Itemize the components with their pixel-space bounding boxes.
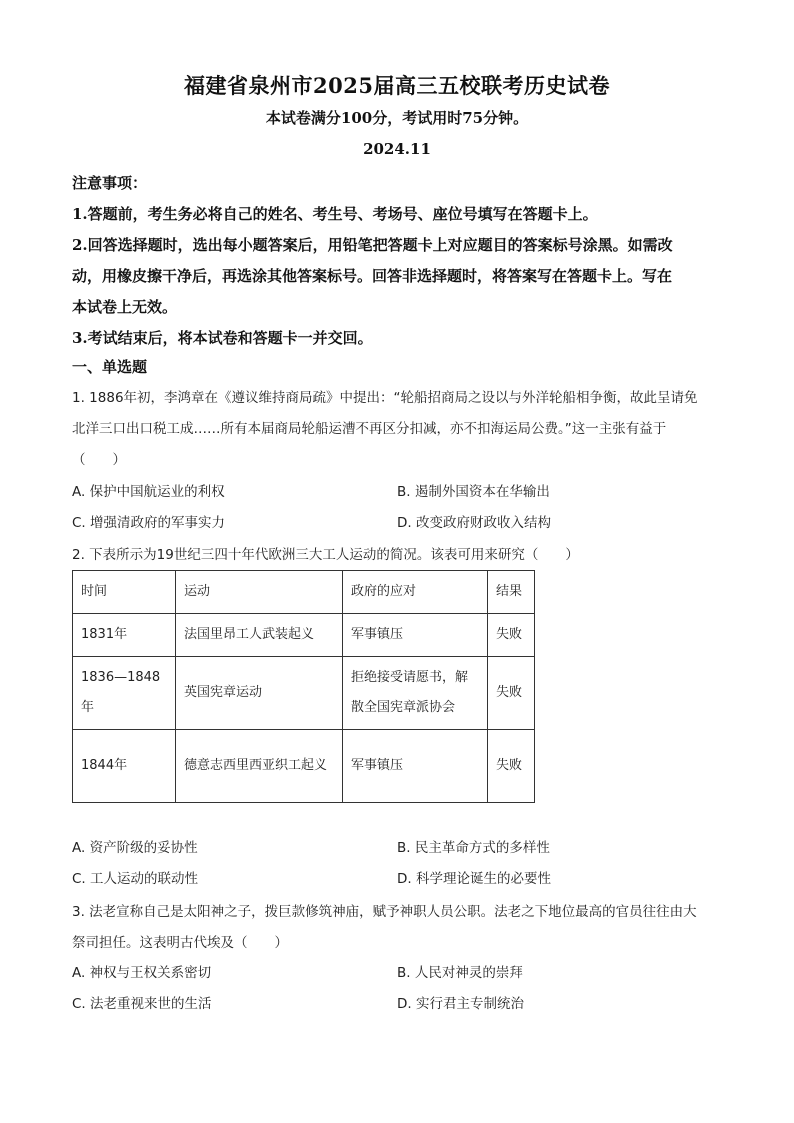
question-line: 3. 法老宣称自己是太阳神之子，拨巨款修筑神庙，赋予神职人员公职。法老之下地位最高的官员往往由大	[72, 904, 697, 920]
table-header-cell: 时间	[73, 571, 176, 614]
table-cell: 法国里昂工人武装起义	[176, 614, 343, 657]
table-header-cell: 结果	[488, 571, 535, 614]
table-cell: 失败	[488, 657, 535, 730]
notice-item: 本试卷上无效。	[72, 298, 178, 316]
notice-item: 1.答题前，考生务必将自己的姓名、考生号、考场号、座位号填写在答题卡上。	[72, 205, 598, 223]
table-cell: 军事镇压	[343, 730, 488, 803]
option-d: D. 实行君主专制统治	[397, 996, 524, 1012]
table-row	[73, 614, 535, 657]
option-c: C. 工人运动的联动性	[72, 871, 199, 887]
option-d: D. 科学理论诞生的必要性	[397, 871, 551, 887]
question-line: 1. 1886年初，李鸿章在《遵议维持商局疏》中提出：“轮船招商局之设以与外洋轮船相争衡，故此呈请免	[72, 390, 698, 406]
question-1-options	[72, 477, 724, 539]
table-cell: 失败	[488, 614, 535, 657]
table-cell: 英国宪章运动	[176, 657, 343, 730]
table-cell: 1831年	[73, 614, 176, 657]
section-heading: 一、单选题	[72, 358, 148, 376]
exam-date: 2024.11	[363, 140, 431, 158]
notice-item: 3.考试结束后，将本试卷和答题卡一并交回。	[72, 329, 373, 347]
table-cell: 军事镇压	[343, 614, 488, 657]
exam-subtitle: 本试卷满分100分，考试用时75分钟。	[265, 109, 529, 127]
option-b: B. 遏制外国资本在华输出	[397, 484, 550, 500]
question-3-options	[72, 958, 724, 1020]
table-cell: 1844年	[73, 730, 176, 803]
table-cell: 失败	[488, 730, 535, 803]
exam-title: 福建省泉州市2025届高三五校联考历史试卷	[184, 73, 610, 98]
option-d: D. 改变政府财政收入结构	[397, 515, 551, 531]
option-b: B. 人民对神灵的崇拜	[397, 965, 523, 981]
table-header-row	[73, 571, 535, 614]
question-line: （ ）	[72, 452, 126, 468]
option-a: A. 神权与王权关系密切	[72, 965, 212, 981]
notice-list	[72, 199, 724, 354]
question-2-stem: 2. 下表所示为19世纪三四十年代欧洲三大工人运动的简况。该表可用来研究（ ）	[72, 547, 579, 563]
question-3-stem	[72, 897, 724, 959]
option-a: A. 保护中国航运业的利权	[72, 484, 225, 500]
option-c: C. 增强清政府的军事实力	[72, 515, 226, 531]
notice-heading: 注意事项：	[72, 174, 148, 192]
question-line: 北洋三口出口税工成……所有本届商局轮船运漕不再区分扣减，亦不扣海运局公费。”这一主张有益于	[72, 421, 667, 437]
table-cell: 拒绝接受请愿书，解散全国宪章派协会	[343, 657, 488, 730]
table-header-cell: 政府的应对	[343, 571, 488, 614]
table-row	[73, 657, 535, 730]
notice-item: 动，用橡皮擦干净后，再选涂其他答案标号。回答非选择题时，将答案写在答题卡上。写在	[72, 267, 673, 285]
labor-movement-table	[72, 570, 535, 803]
table-cell: 德意志西里西亚织工起义	[176, 730, 343, 803]
notice-item: 2.回答选择题时，选出每小题答案后，用铅笔把答题卡上对应题目的答案标号涂黑。如需改	[72, 236, 673, 254]
question-line: 祭司担任。这表明古代埃及（ ）	[72, 935, 288, 951]
question-1-stem	[72, 383, 724, 476]
question-2-options	[72, 833, 724, 895]
option-b: B. 民主革命方式的多样性	[397, 840, 550, 856]
option-a: A. 资产阶级的妥协性	[72, 840, 198, 856]
table-cell: 1836—1848年	[73, 657, 176, 730]
table-row	[73, 730, 535, 803]
table-header-cell: 运动	[176, 571, 343, 614]
option-c: C. 法老重视来世的生活	[72, 996, 212, 1012]
